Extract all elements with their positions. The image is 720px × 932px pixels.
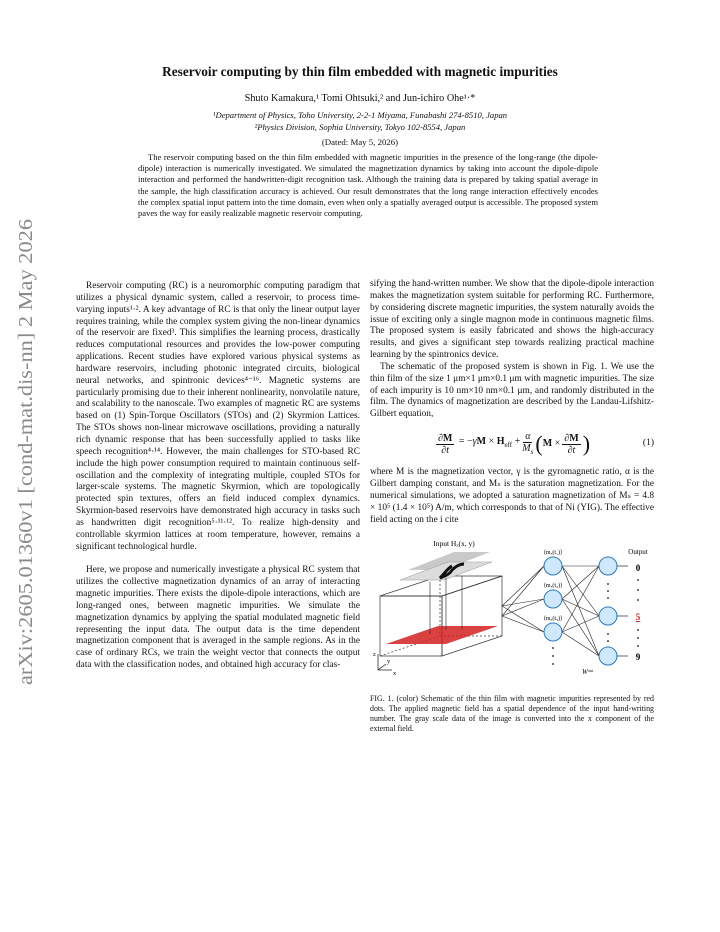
output-5: 5 — [635, 612, 641, 623]
arxiv-id: arXiv:2605.01360v1 [cond-mat.dis-nn] 2 May 2026 — [16, 278, 37, 685]
right-column — [370, 279, 654, 734]
figure-1 — [370, 534, 654, 684]
hidden-node — [544, 590, 562, 608]
proposal-paragraph: Here, we propose and numerically investigate a physical RC system that utilizes the collective magnetization dynamics of an array of interacting magnetic impurities. There exists the dipole-dipole interactions, which are long-ranged ones, between magnetic impurities. We simulate the magnetization dynamics by applying the spatial modulated magnetic field representing the input data. The output data is the time dependent magnetization component that is averaged in the sample regions. As in the case of ordinary RCs, we train the weight vector that connects the output data with the classification nodes, and obtained high accuracy for clas- — [76, 565, 360, 671]
weight-label: Wᵒᵘᵗ — [582, 668, 594, 677]
node-label-1: ⟨mₓ(t₁)⟩ — [543, 550, 563, 557]
llg-equation: $\frac{\partial M}{\partial t}$ = $-\gamma M \times H_{eff}$ + $\frac{\alpha}{M_s}$ ( M × $\frac{\partial M}{\partial t}$ ) (1) — [437, 430, 654, 457]
figure-caption: FIG. 1. (color) Schematic of the thin film with magnetic impurities represented by red dots. The applied magnetic field has a spatial dependence of the input hand-writing number. The gray scale data of the image is converted into the x component of the external field. — [370, 694, 654, 733]
affiliation-2: ²Physics Division, Sophia University, Tokyo 102-8554, Japan — [254, 122, 466, 132]
output-9: 9 — [635, 652, 641, 663]
equation-number: (1) — [642, 438, 654, 449]
output-node — [599, 557, 617, 575]
paper-title: Reservoir computing by thin film embedded with magnetic impurities — [162, 64, 558, 79]
hidden-node — [544, 623, 562, 641]
output-label: Output — [628, 548, 648, 557]
output-node — [599, 647, 617, 665]
axis-y: y — [387, 658, 391, 666]
axis-x: x — [393, 670, 397, 678]
author-list: Shuto Kamakura,¹ Tomi Ohtsuki,² and Jun-ichiro Ohe¹·* — [244, 93, 476, 104]
definitions-paragraph: where M is the magnetization vector, γ is the gyromagnetic ratio, α is the Gilbert damping constant, and Mₛ is the saturation magnetization. For the numerical simulations, we adopted a saturation magnetization of Mₛ = 4.8 × 10⁵ (1.4 × 10⁵) A/m, which corresponds to that of Ni (YIG). The effective field acting on the i cite — [370, 467, 654, 525]
hidden-node — [544, 557, 562, 575]
date-line: (Dated: May 5, 2026) — [321, 137, 399, 147]
schematic-paragraph: The schematic of the proposed system is shown in Fig. 1. We use the thin film of the size 1 μm×1 μm×0.1 μm with magnetic impurities. The size of each impurity is 10 nm×10 nm×0.1 μm, and randomly distributed in the film. The dynamics of magnetization are described by the Landau-Lifshitz-Gilbert equation, — [370, 361, 654, 420]
abstract: The reservoir computing based on the thin film embedded with magnetic impurities in the presence of the long-range (the dipole-dipole) interaction is numerically investigated. We simulated the magnetization dynamics by taking into account the dipole-dipole interaction and performed the handwritten-digit recognition task. Although the training data is prepared by taking spatial average in the sample, the high classification accuracy is achieved. Our result demonstrates that the long range interaction effectively encodes the complex spatial input pattern into the time domain, even when only a spatially averaged output is accessible. The proposed system paves the way for easily realizable magnetic reservoir computing. — [138, 152, 598, 219]
affiliation-1: ¹Department of Physics, Toho University, 2-2-1 Miyama, Funabashi 274-8510, Japan — [212, 110, 508, 120]
left-column — [76, 281, 360, 672]
readout-network — [502, 557, 639, 665]
arxiv-stamp — [8, 215, 38, 685]
node-label-3: ⟨mₓ(t₃)⟩ — [543, 616, 563, 623]
continuation-paragraph: sifying the hand-written number. We show that the dipole-dipole interaction makes the magnetization system suitable for performing RC. Furthermore, by considering discrete magnetic impurities, the system naturally avoids the issue of exciting only a single magnon mode in continuous magnetic films. The proposed system is easily fabricated and shows the high-accuracy results, and gives a significant step towards realizing practical machine learning by the spintronics device. — [370, 279, 654, 361]
impurity-layer — [386, 626, 498, 644]
input-label: Input Hₓ(x, y) — [433, 539, 475, 549]
output-0: 0 — [635, 563, 641, 574]
node-label-2: ⟨mₓ(t₂)⟩ — [543, 583, 563, 590]
intro-paragraph: Reservoir computing (RC) is a neuromorphic computing paradigm that utilizes a physical dynamic system, called a reservoir, to process time-varying inputs¹·². A key advantage of RC is that only the linear output layer requires training, while the complex system giving the non-linear dynamics of the reservoir are fixed³. This simplifies the learning process, drastically reduces computational resources and provides the low-power computing applications. Recent studies have explored various physical systems as hardware reservoirs, including photonic integrated circuits, biological neural networks, and spintronic devices⁴⁻¹⁶. Magnetic systems are particularly promising due to their inherent nonlinearity, nonvolatile nature, and scalability to the nanoscale. Two examples of magnetic RC are systems based on (1) Spin-Torque Oscillators (STOs) and (2) Skyrmion Lattices. The STOs shows non-linear microwave oscillations, providing a naturally rich dynamic response that has been successfully applied to tasks like speech recognition⁴·¹⁴. However, the main challenges for STO-based RC include the high power consumption required to maintain continuous self-oscillation and the complexity of integrating multiple, coupled STOs for larger-scale systems. The magnetic Skyrmion, which are topologically protected spin textures, offers an field induced complex dynamics. Skyrmion-based reservoirs have demonstrated high accuracy in tasks such as handwritten digit recognition⁵·¹¹·¹². To realize high-density and controllable skyrmion lattices at room temperature, however, remains a significant technological hurdle. — [76, 281, 360, 552]
output-node — [599, 607, 617, 625]
axis-z: z — [373, 651, 376, 659]
